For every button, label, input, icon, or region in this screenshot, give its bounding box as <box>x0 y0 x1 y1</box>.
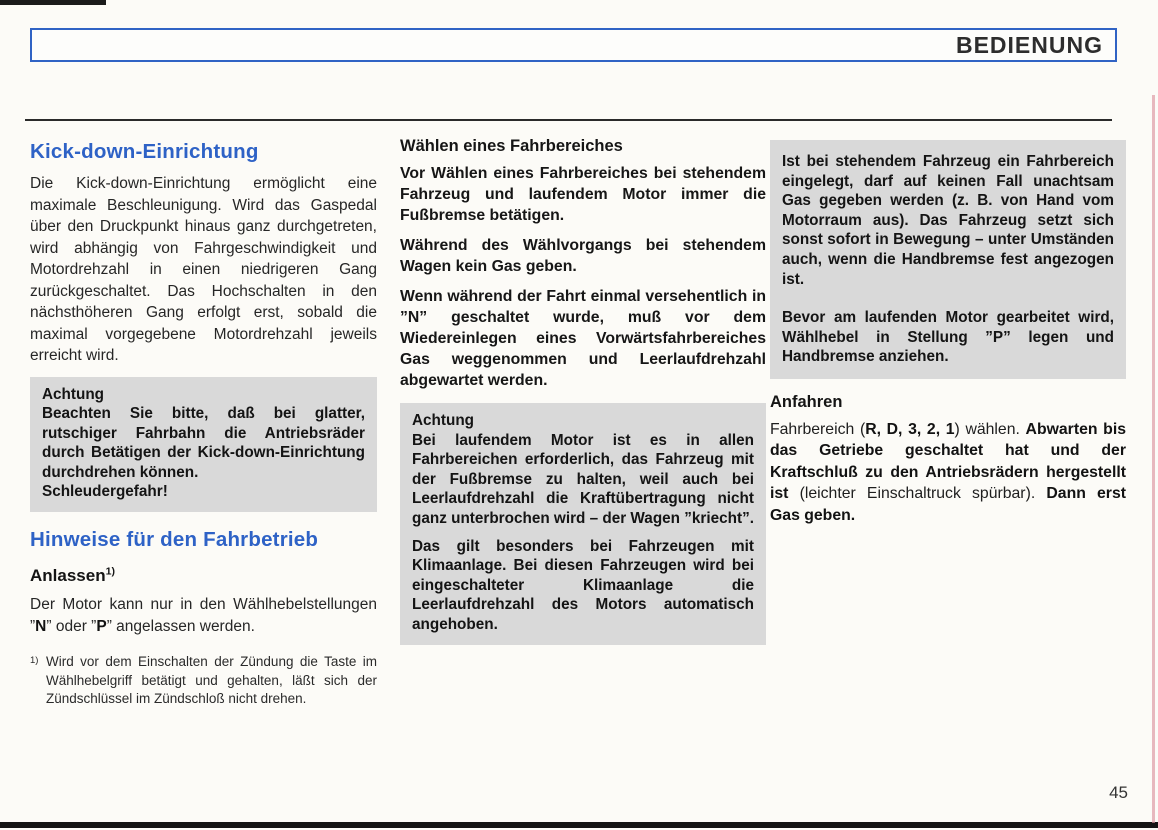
section-heading-kickdown: Kick-down-Einrichtung <box>30 140 259 163</box>
footnote-marker: 1) <box>30 655 39 667</box>
warning-paragraph-1: Ist bei stehendem Fahrzeug ein Fahrbereich eingelegt, darf auf keinen Fall unachtsam Gas gegeben werden (z. B. von Hand vom Motorraum aus). Das Fahrzeug setzt sich sonst sofort in Bewegung – unter Umständen auch, wenn die Handbremse fest angezogen ist. <box>782 153 1114 288</box>
section-heading-waehlen: Wählen eines Fahrbereiches <box>400 137 623 155</box>
page-number: 45 <box>1109 783 1128 802</box>
middle-column <box>400 137 766 659</box>
chapter-title: BEDIENUNG <box>955 31 1103 58</box>
left-column <box>30 140 377 709</box>
section-heading-fahrbetrieb: Hinweise für den Fahrbetrieb <box>30 528 319 552</box>
warning-title: Achtung <box>42 385 105 403</box>
warning-title: Achtung <box>412 412 475 429</box>
warning-paragraph-2: Bevor am laufenden Motor gearbeitet wird, Wählhebel in Stellung ”P” legen und Handbremse anziehen. <box>782 309 1114 366</box>
anlassen-paragraph: Der Motor kann nur in den Wählhebelstellungen ”N” oder ”P” angelassen werden. <box>30 596 377 635</box>
warning-emphasis: Schleudergefahr! <box>42 483 168 501</box>
footnote-text: Wird vor dem Einschalten der Zündung die Taste im Wählhebelgriff betätigt und gehalten, läßt sich der Zündschlüssel im Zündschloß nicht drehen. <box>46 654 377 707</box>
warning-paragraph-1: Bei laufendem Motor ist es in allen Fahrbereichen erforderlich, das Fahrzeug mit der Fußbremse zu halten, weil auch bei Leerlaufdrehzahl die Kraftübertragung nicht ganz unterbrochen wird – der Wagen ”kriecht”. <box>412 431 754 527</box>
section-heading-anfahren: Anfahren <box>770 392 843 411</box>
waehlen-paragraph-3: Wenn während der Fahrt einmal versehentlich in ”N” geschaltet wurde, muß vor dem Wiedereinlegen eines Vorwärtsfahrbereiches Gas weggenommen und Leerlaufdrehzahl abgewartet werden. <box>400 288 766 389</box>
chapter-header-box <box>30 28 1117 62</box>
kickdown-paragraph: Die Kick-down-Einrichtung ermöglicht eine maximale Beschleunigung. Wird das Gaspedal über den Druckpunkt hinaus ganz durchgetreten, wird abhängig von Fahrgeschwindigkeit und Motordrehzahl in einen niedrigeren Gang zurückgeschaltet. Das Hochschalten in den nächsthöheren Gang erfolgt erst, sobald die maximal vorgegebene Motordrehzahl jeweils erreicht wird. <box>30 175 377 364</box>
footnote <box>30 653 377 709</box>
subsection-heading-anlassen: Anlassen$^{1)}$ <box>30 565 115 586</box>
scan-artifact-top-bar <box>0 0 106 5</box>
warning-box-kickdown <box>30 377 377 513</box>
scan-artifact-right-line <box>1152 95 1155 823</box>
header-divider-rule <box>25 119 1112 121</box>
warning-body: Beachten Sie bitte, daß bei glatter, rutschiger Fahrbahn die Antriebsräder durch Betätigen der Kick-down-Einrichtung durchdrehen können. <box>42 405 365 481</box>
warning-box-gas <box>770 140 1126 379</box>
waehlen-paragraph-2: Während des Wählvorgangs bei stehendem Wagen kein Gas geben. <box>400 237 766 275</box>
warning-box-kriechen <box>400 403 766 645</box>
right-column <box>770 137 1126 526</box>
waehlen-paragraph-1: Vor Wählen eines Fahrbereiches bei stehendem Fahrzeug und laufendem Motor immer die Fußbremse betätigen. <box>400 165 766 224</box>
scan-artifact-bottom-bar <box>0 822 1158 828</box>
anfahren-paragraph: Fahrbereich (R, D, 3, 2, 1) wählen. Abwarten bis das Getriebe geschaltet hat und der Kraftschluß zu den Antriebsrädern hergestellt ist (leichter Einschaltruck spürbar). Dann erst Gas geben. <box>770 420 1126 524</box>
warning-paragraph-2: Das gilt besonders bei Fahrzeugen mit Klimaanlage. Bei diesen Fahrzeugen wird bei eingeschalteter Klimaanlage die Leerlaufdrehzahl des Motors automatisch angehoben. <box>412 537 754 633</box>
